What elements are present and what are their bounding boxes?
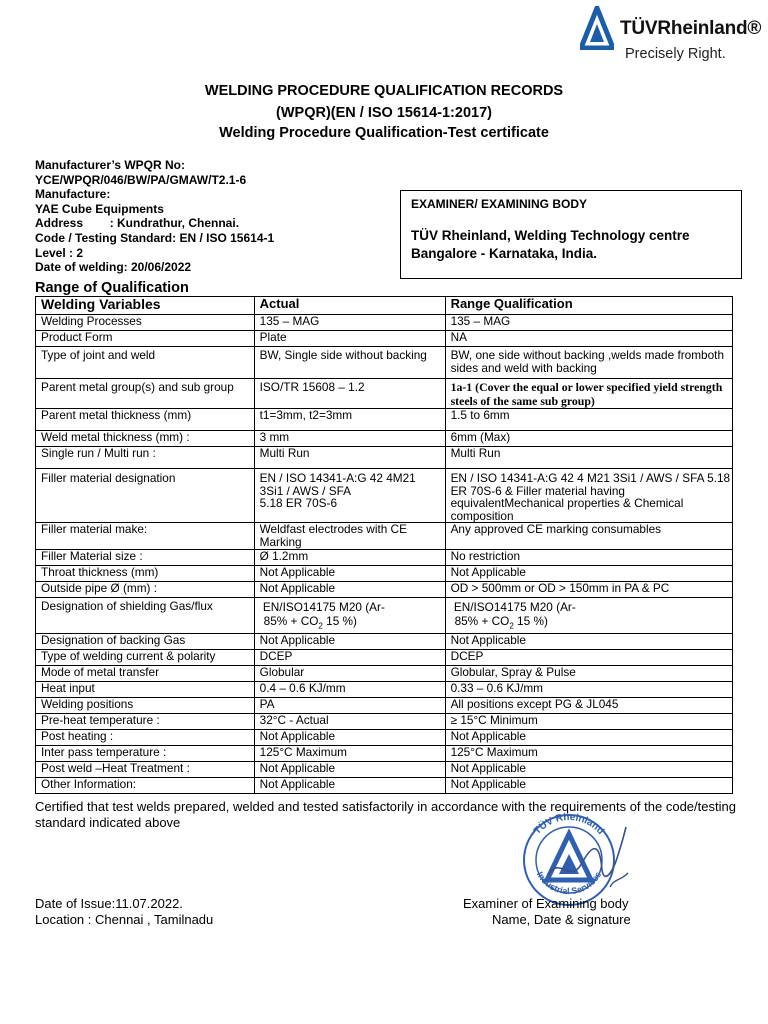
cell-variable: Parent metal thickness (mm) (36, 409, 255, 431)
cell-range: 6mm (Max) (445, 431, 732, 447)
date-of-welding: Date of welding: 20/06/2022 (35, 260, 192, 275)
cell-range: Multi Run (445, 447, 732, 469)
cell-variable: Outside pipe Ø (mm) : (36, 581, 255, 597)
cell-variable: Post weld –Heat Treatment : (36, 761, 255, 777)
stamp-text-top: TÜV Rheinland (531, 811, 607, 837)
cell-actual: Multi Run (254, 447, 445, 469)
wpqr-label: Manufacturer’s WPQR No: (35, 158, 186, 172)
gas-actual-sub: 2 (318, 620, 323, 630)
cell-variable: Type of joint and weld (36, 347, 255, 379)
cell-range: 0.33 – 0.6 KJ/mm (445, 681, 732, 697)
table-row (36, 523, 733, 549)
table-row (36, 597, 733, 633)
table-row (36, 409, 733, 431)
date-of-issue: Date of Issue:11.07.2022. (35, 896, 183, 911)
doc-title-line3: Welding Procedure Qualification-Test certificate (219, 125, 549, 141)
cell-actual: Plate (254, 331, 445, 347)
cell-range: 1.5 to 6mm (445, 409, 732, 431)
gas-range-sub: 2 (509, 620, 514, 630)
cell-actual: t1=3mm, t2=3mm (254, 409, 445, 431)
cell-range: OD > 500mm or OD > 150mm in PA & PC (445, 581, 732, 597)
cell-actual (254, 469, 445, 523)
cell-actual: Not Applicable (254, 581, 445, 597)
table-row (36, 581, 733, 597)
table-header-row (36, 297, 733, 315)
welding-variables-table (35, 296, 733, 794)
cell-range: 1a-1 (Cover the equal or lower specified yield strength steels of the same sub group) (445, 379, 732, 409)
location: Location : Chennai , Tamilnadu (35, 912, 214, 927)
cell-variable: Filler material make: (36, 523, 255, 549)
cell-range: DCEP (445, 649, 732, 665)
cell-range: Not Applicable (445, 565, 732, 581)
cell-range: Any approved CE marking consumables (445, 523, 732, 549)
cell-actual: 3 mm (254, 431, 445, 447)
cell-variable: Heat input (36, 681, 255, 697)
table-row (36, 681, 733, 697)
cell-actual: 32°C - Actual (254, 713, 445, 729)
cell-variable: Type of welding current & polarity (36, 649, 255, 665)
examiner-line2: Bangalore - Karnataka, India. (411, 246, 598, 261)
cell-range: BW, one side without backing ,welds made fromboth sides and weld with backing (445, 347, 732, 379)
examiner-body (411, 227, 690, 263)
table-row (36, 665, 733, 681)
table-row (36, 713, 733, 729)
cell-variable: Weld metal thickness (mm) : (36, 431, 255, 447)
cell-variable: Other Information: (36, 777, 255, 793)
table-row (36, 331, 733, 347)
cell-range (445, 597, 732, 633)
cell-actual: Globular (254, 665, 445, 681)
manufacturer-info (35, 158, 375, 275)
table-row (36, 745, 733, 761)
header-actual: Actual (254, 297, 445, 315)
cell-range: All positions except PG & JL045 (445, 697, 732, 713)
tuv-triangle-icon (580, 6, 614, 50)
name-date-signature-label: Name, Date & signature (492, 912, 631, 927)
table-row (36, 431, 733, 447)
stamp-text-bottom: Industrial Services (534, 869, 604, 897)
table-row (36, 347, 733, 379)
filler-actual-line: 5.18 ER 70S-6 (259, 496, 338, 511)
cell-variable: Welding Processes (36, 315, 255, 331)
certification-statement: Certified that test welds prepared, welded and tested satisfactorily in accordance with the requirements of the code/testing standard indicated above (35, 799, 736, 830)
table-row (36, 469, 733, 523)
table-row (36, 549, 733, 565)
cell-variable: Designation of backing Gas (36, 633, 255, 649)
cell-actual: Not Applicable (254, 565, 445, 581)
cell-actual: BW, Single side without backing (254, 347, 445, 379)
cell-actual: ISO/TR 15608 – 1.2 (254, 379, 445, 409)
brand-name: TÜVRheinland® (620, 18, 762, 39)
cell-range: NA (445, 331, 732, 347)
level: Level : 2 (35, 245, 84, 260)
examiner-heading: EXAMINER/ EXAMINING BODY (411, 197, 588, 211)
cell-actual: DCEP (254, 649, 445, 665)
table-row (36, 315, 733, 331)
examiner-box (400, 190, 742, 279)
cell-range: Not Applicable (445, 761, 732, 777)
table-row (36, 565, 733, 581)
testing-standard: Code / Testing Standard: EN / ISO 15614-1 (35, 230, 275, 245)
header-range: Range Qualification (445, 297, 732, 315)
cell-actual: PA (254, 697, 445, 713)
manufacture-label: Manufacture: (35, 187, 111, 202)
cell-range: Globular, Spray & Pulse (445, 665, 732, 681)
cell-actual: 135 – MAG (254, 315, 445, 331)
cell-actual: 0.4 – 0.6 KJ/mm (254, 681, 445, 697)
cell-range: ≥ 15°C Minimum (445, 713, 732, 729)
cell-actual: Not Applicable (254, 729, 445, 745)
cell-variable: Post heating : (36, 729, 255, 745)
filler-actual-line: EN / ISO 14341-A:G 42 4M21 (259, 471, 416, 485)
examiner-signature (540, 815, 630, 895)
doc-title-line1: WELDING PROCEDURE QUALIFICATION RECORDS (204, 83, 564, 99)
range-title: Range of Qualification (35, 280, 189, 296)
cell-actual (254, 597, 445, 633)
header-variable: Welding Variables (36, 297, 255, 315)
table-row (36, 447, 733, 469)
table-row (36, 777, 733, 793)
cell-range: 125°C Maximum (445, 745, 732, 761)
cell-actual: 125°C Maximum (254, 745, 445, 761)
table-row (36, 729, 733, 745)
cell-variable: Filler material designation (36, 469, 255, 523)
gas-actual-b: 85% + CO (263, 613, 319, 628)
manufacture-name: YAE Cube Equipments (35, 201, 164, 216)
cell-variable: Pre-heat temperature : (36, 713, 255, 729)
cell-variable: Single run / Multi run : (36, 447, 255, 469)
examiner-label: Examiner of Examining body (463, 896, 629, 911)
table-row (36, 633, 733, 649)
filler-actual-line: 3Si1 / AWS / SFA (259, 483, 351, 498)
table-row (36, 761, 733, 777)
cell-variable: Designation of shielding Gas/flux (36, 597, 255, 633)
gas-range-c: 15 %) (513, 613, 548, 628)
cell-variable: Throat thickness (mm) (36, 565, 255, 581)
cell-range: EN / ISO 14341-A:G 42 4 M21 3Si1 / AWS / SFA 5.18 ER 70S-6 & Filler material having equivalentMechanical properties & Chemical composition (445, 469, 732, 523)
examiner-line1: TÜV Rheinland, Welding Technology centre (411, 228, 690, 243)
table-row (36, 697, 733, 713)
tuv-logo (580, 4, 765, 66)
gas-range-b: 85% + CO (454, 613, 510, 628)
cell-range: Not Applicable (445, 633, 732, 649)
table-row (36, 379, 733, 409)
cell-range: 135 – MAG (445, 315, 732, 331)
gas-actual-a: EN/ISO14175 M20 (Ar- (259, 599, 385, 614)
cell-actual: Not Applicable (254, 761, 445, 777)
cell-variable: Filler Material size : (36, 549, 255, 565)
address: Address : Kundrathur, Chennai. (35, 216, 240, 231)
table-row (36, 649, 733, 665)
cell-variable: Welding positions (36, 697, 255, 713)
cell-actual: Weldfast electrodes with CE Marking (254, 523, 445, 549)
brand-tagline: Precisely Right. (625, 46, 726, 62)
cell-actual: Ø 1.2mm (254, 549, 445, 565)
cell-range: No restriction (445, 549, 732, 565)
gas-range-a: EN/ISO14175 M20 (Ar- (450, 599, 576, 614)
gas-actual-c: 15 %) (322, 613, 357, 628)
cell-variable: Product Form (36, 331, 255, 347)
cell-variable: Parent metal group(s) and sub group (36, 379, 255, 409)
cell-range: Not Applicable (445, 777, 732, 793)
wpqr-number: YCE/WPQR/046/BW/PA/GMAW/T2.1-6 (35, 172, 247, 187)
cell-variable: Mode of metal transfer (36, 665, 255, 681)
cell-actual: Not Applicable (254, 777, 445, 793)
cell-range: Not Applicable (445, 729, 732, 745)
cell-variable: Inter pass temperature : (36, 745, 255, 761)
cell-actual: Not Applicable (254, 633, 445, 649)
doc-title-line2: (WPQR)(EN / ISO 15614-1:2017) (276, 105, 492, 121)
